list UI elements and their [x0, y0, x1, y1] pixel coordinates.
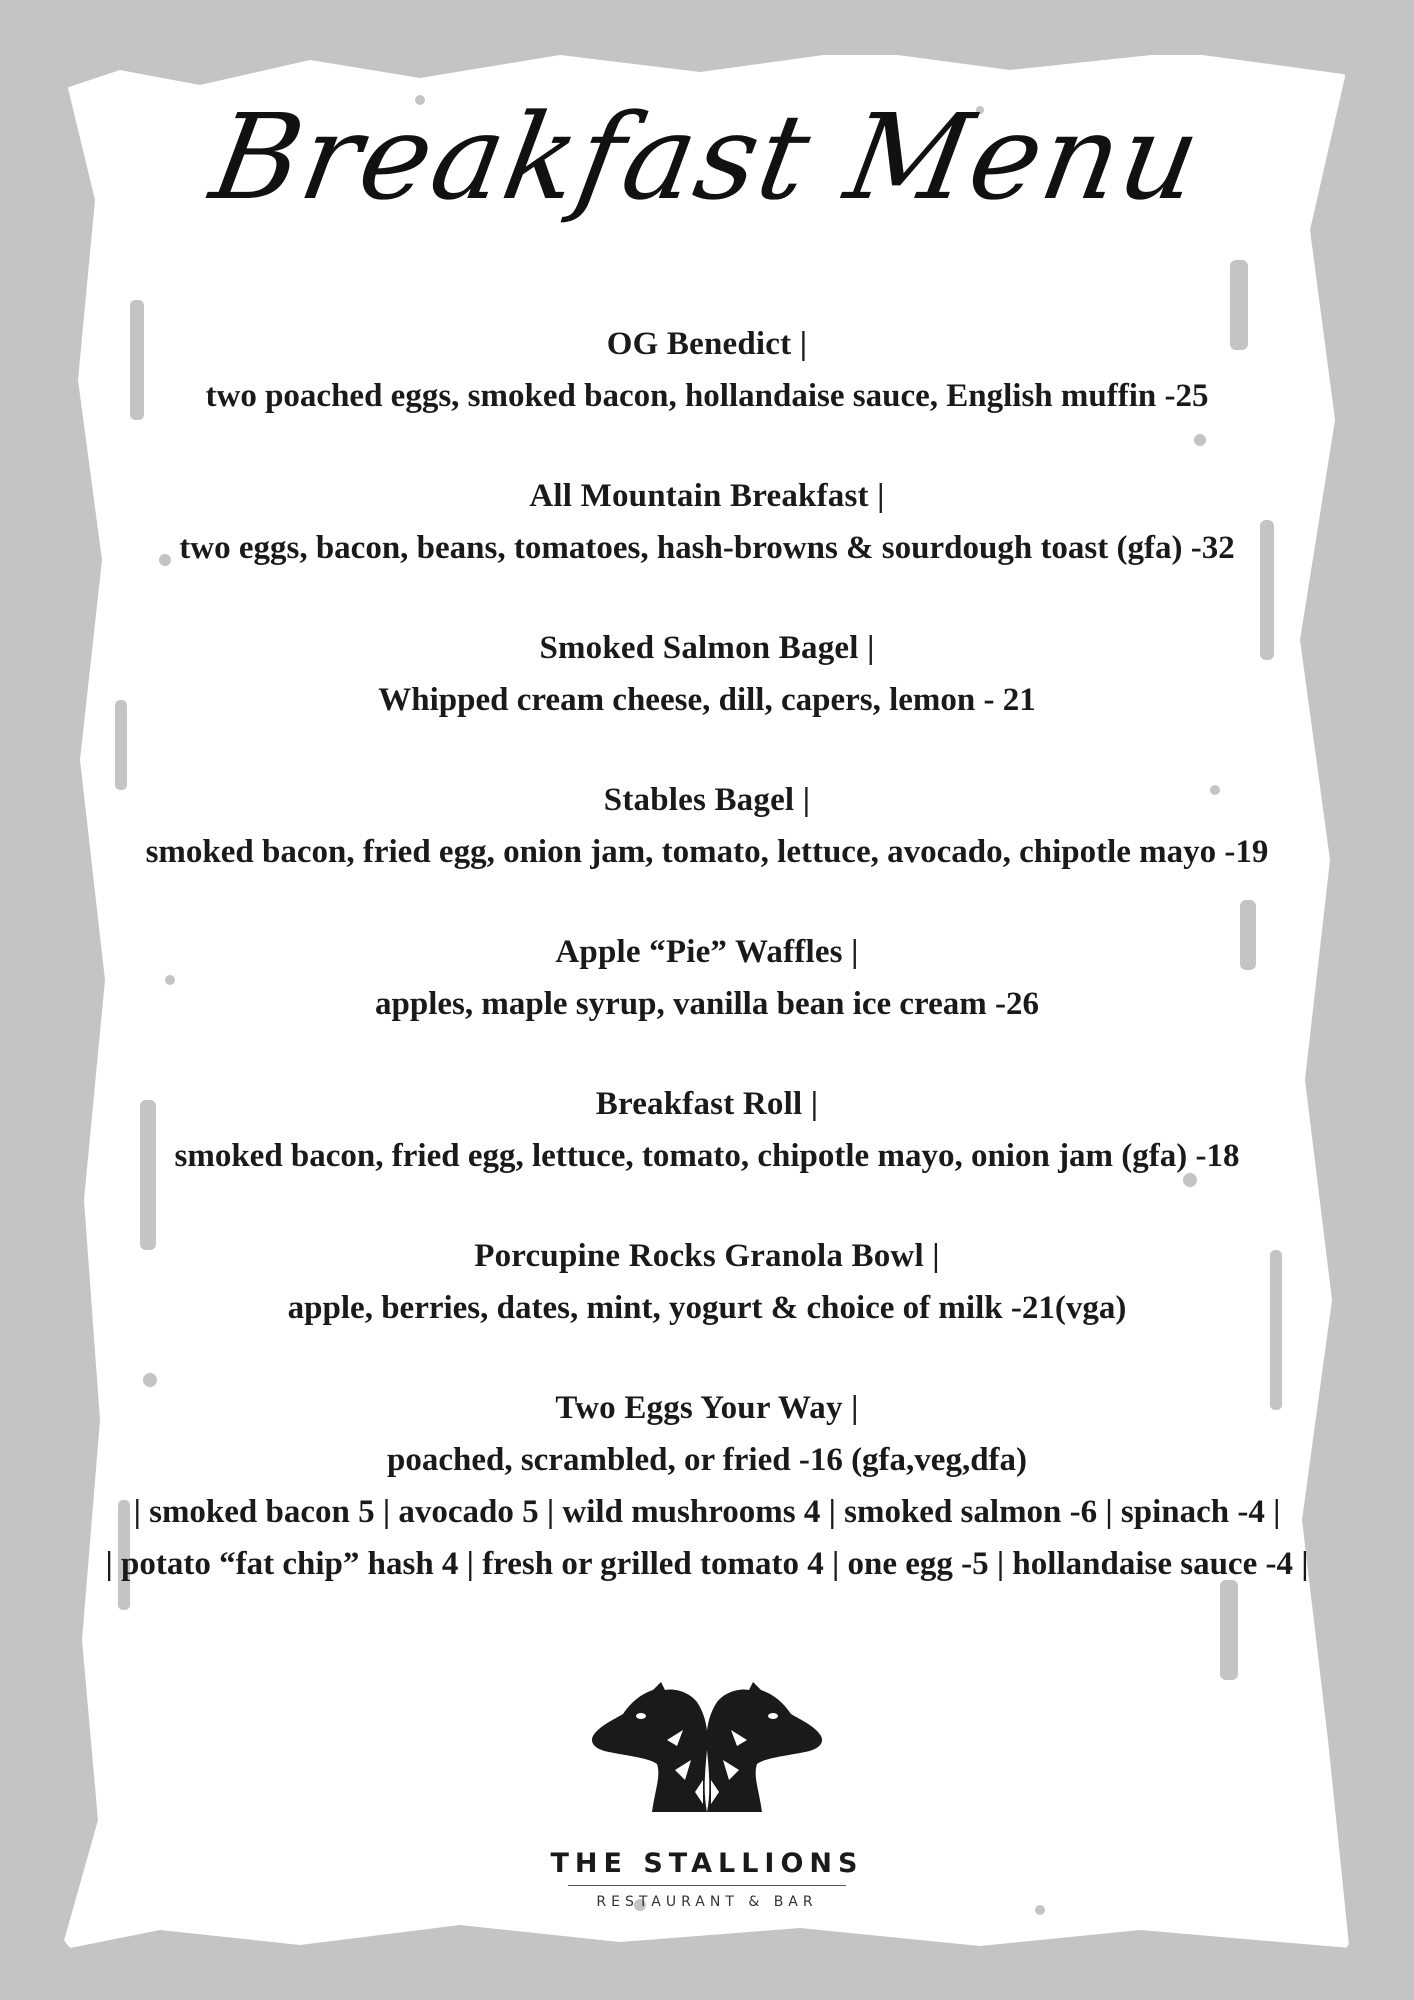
brand-subtitle: RESTAURANT & BAR [596, 1894, 818, 1910]
menu-item-description: two poached eggs, smoked bacon, hollandaise sauce, English muffin -25 [205, 378, 1209, 414]
menu-item-description: poached, scrambled, or fried -16 (gfa,veg,dfa) [386, 1442, 1028, 1478]
menu-item-description: apple, berries, dates, mint, yogurt & choice of milk -21(vga) [287, 1290, 1127, 1326]
menu-content [40, 0, 1374, 2000]
menu-item-description: smoked bacon, fried egg, onion jam, tomato, lettuce, avocado, chipotle mayo -19 [145, 834, 1269, 870]
menu-item-name: Apple “Pie” Waffles | [555, 934, 859, 970]
menu-item [40, 622, 1374, 726]
menu-item-name: Stables Bagel | [603, 782, 811, 818]
menu-item [40, 926, 1374, 1030]
menu-item-name: OG Benedict | [606, 326, 808, 362]
menu-item-description: Whipped cream cheese, dill, capers, lemon - 21 [378, 682, 1036, 718]
menu-item [40, 1230, 1374, 1334]
menu-item-name: Breakfast Roll | [595, 1086, 819, 1122]
brand-logo [40, 1680, 1374, 1910]
menu-item [40, 1078, 1374, 1182]
menu-item-description: apples, maple syrup, vanilla bean ice cream -26 [375, 986, 1039, 1022]
menu-item [40, 318, 1374, 422]
menu-item [40, 470, 1374, 574]
menu-item-name: Smoked Salmon Bagel | [539, 630, 875, 666]
menu-item-name: Two Eggs Your Way | [555, 1390, 859, 1426]
menu-list [40, 318, 1374, 1590]
menu-item-name: All Mountain Breakfast | [529, 478, 885, 514]
menu-title: Breakfast Menu [202, 88, 1212, 226]
twin-horse-heads-icon [557, 1680, 857, 1820]
menu-item [40, 1382, 1374, 1590]
menu-item-name: Porcupine Rocks Granola Bowl | [474, 1238, 940, 1274]
menu-item-description: two eggs, bacon, beans, tomatoes, hash-browns & sourdough toast (gfa) -32 [179, 530, 1235, 566]
extras-line: | smoked bacon 5 | avocado 5 | wild mushrooms 4 | smoked salmon -6 | spinach -4 | [133, 1494, 1281, 1530]
menu-item-description: smoked bacon, fried egg, lettuce, tomato, chipotle mayo, onion jam (gfa) -18 [174, 1138, 1240, 1174]
menu-item [40, 774, 1374, 878]
extras-line: | potato “fat chip” hash 4 | fresh or grilled tomato 4 | one egg -5 | hollandaise sauce -4 | [105, 1546, 1309, 1582]
brand-divider [568, 1885, 846, 1886]
brand-name: THE STALLIONS [550, 1848, 864, 1879]
